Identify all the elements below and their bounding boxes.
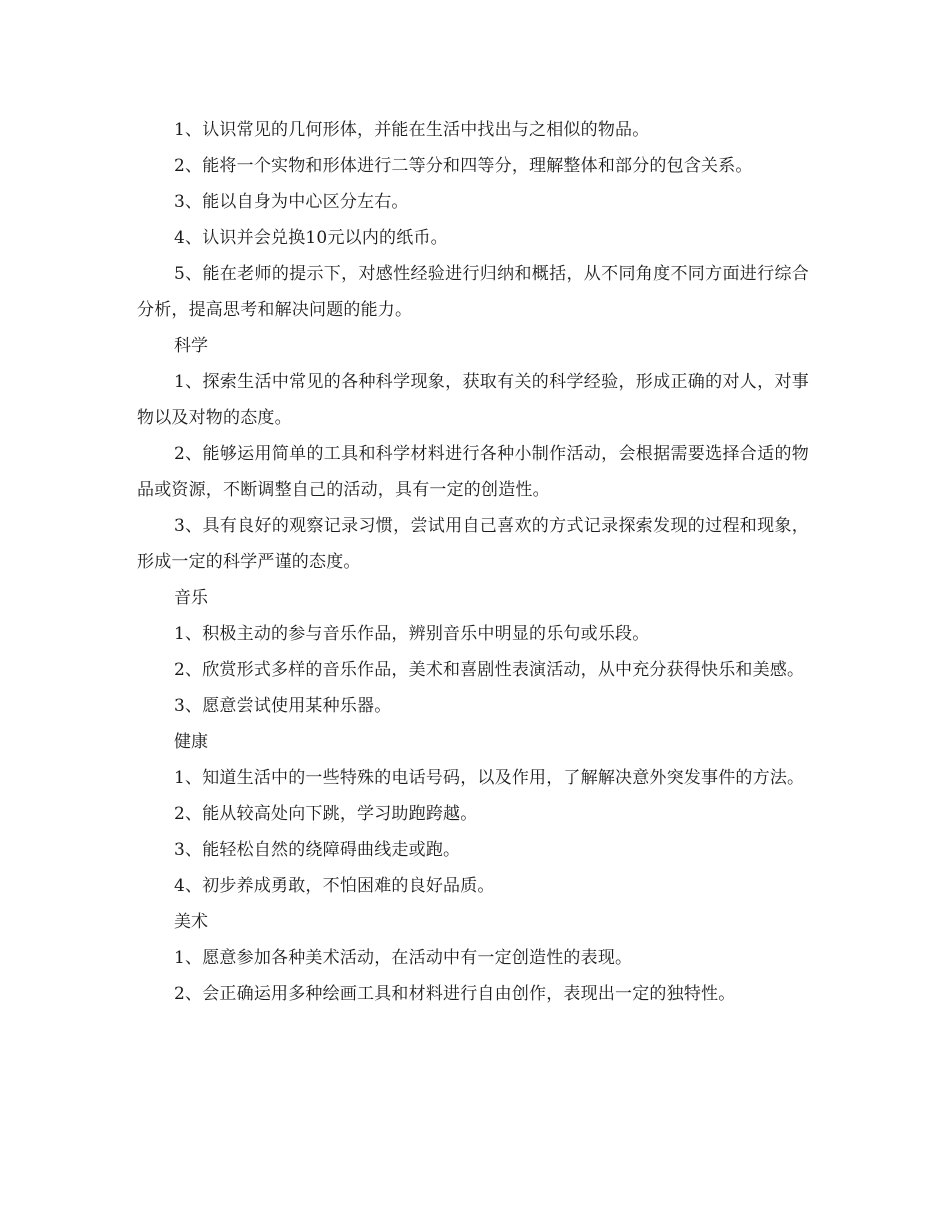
section-heading-art: 美术 (174, 912, 208, 932)
math-item-2: 2、能将一个实物和形体进行二等分和四等分，理解整体和部分的包含关系。 (174, 156, 753, 176)
science-item-2: 2、能够运用简单的工具和科学材料进行各种小制作活动，会根据需要选择合适的物品或资源，不断调整自己的活动，具有一定的创造性。 (137, 444, 809, 500)
math-item-3: 3、能以自身为中心区分左右。 (174, 192, 409, 212)
health-item-2: 2、能从较高处向下跳，学习助跑跨越。 (174, 804, 478, 824)
science-item-3: 3、具有良好的观察记录习惯，尝试用自己喜欢的方式记录探索发现的过程和现象，形成一定的科学严谨的态度。 (137, 516, 809, 572)
math-item-4: 4、认识并会兑换10元以内的纸币。 (174, 228, 448, 248)
section-heading-music: 音乐 (174, 588, 208, 608)
art-item-1: 1、愿意参加各种美术活动，在活动中有一定创造性的表现。 (174, 948, 633, 968)
health-item-1: 1、知道生活中的一些特殊的电话号码，以及作用，了解解决意外突发事件的方法。 (174, 768, 805, 788)
section-heading-health: 健康 (174, 732, 208, 752)
math-item-1: 1、认识常见的几何形体，并能在生活中找出与之相似的物品。 (174, 120, 650, 140)
art-item-2: 2、会正确运用多种绘画工具和材料进行自由创作，表现出一定的独特性。 (174, 984, 736, 1004)
health-item-4: 4、初步养成勇敢，不怕困难的良好品质。 (174, 876, 495, 896)
music-item-3: 3、愿意尝试使用某种乐器。 (174, 696, 392, 716)
music-item-1: 1、积极主动的参与音乐作品，辨别音乐中明显的乐句或乐段。 (174, 624, 650, 644)
document-body (137, 112, 809, 1012)
music-item-2: 2、欣赏形式多样的音乐作品，美术和喜剧性表演活动，从中充分获得快乐和美感。 (174, 660, 805, 680)
health-item-3: 3、能轻松自然的绕障碍曲线走或跑。 (174, 840, 461, 860)
math-item-5: 5、能在老师的提示下，对感性经验进行归纳和概括，从不同角度不同方面进行综合分析，提高思考和解决问题的能力。 (137, 264, 809, 320)
science-item-1: 1、探索生活中常见的各种科学现象，获取有关的科学经验，形成正确的对人，对事物以及对物的态度。 (137, 372, 809, 428)
section-heading-science: 科学 (174, 336, 208, 356)
